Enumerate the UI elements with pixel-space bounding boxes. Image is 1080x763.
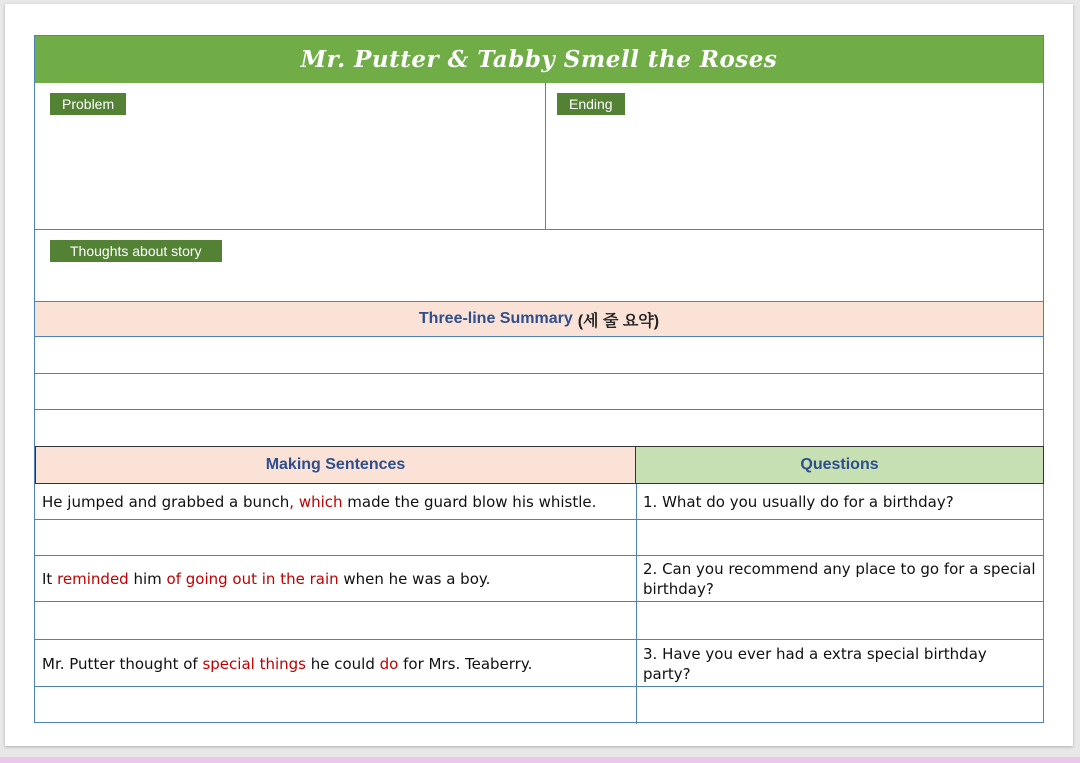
question-3: 3. Have you ever had a extra special birthday party? <box>643 645 987 683</box>
table-row-rule <box>35 519 1043 520</box>
sentence-2 <box>42 569 490 589</box>
summary-line-3-top <box>35 409 1043 410</box>
worksheet-title: Mr. Putter & Tabby Smell the Roses <box>35 36 1043 83</box>
making-sentences-header: Making Sentences <box>35 446 636 484</box>
question-2: 2. Can you recommend any place to go for a special birthday? <box>643 560 1036 598</box>
sentence-3 <box>42 654 532 674</box>
question-1: 1. What do you usually do for a birthday? <box>643 493 954 511</box>
sentence-3-text: Mr. Putter thought of <box>42 655 203 673</box>
summary-label: Three-line Summary <box>418 310 573 327</box>
questions-header: Questions <box>636 446 1044 484</box>
thoughts-tag: Thoughts about story <box>50 240 222 262</box>
sentence-1-text: made the guard blow his whistle. <box>342 493 597 511</box>
problem-tag: Problem <box>50 93 126 115</box>
sentence-1-highlight: , which <box>289 493 343 511</box>
table-row-rule <box>35 686 1043 687</box>
sentence-3-highlight: special things <box>202 655 306 673</box>
sentence-2-highlight: reminded <box>57 570 129 588</box>
ending-tag: Ending <box>557 93 625 115</box>
sentence-1-text: He jumped and grabbed a bunch <box>42 493 290 511</box>
sentence-2-highlight: of going out in the rain <box>166 570 339 588</box>
sentence-1 <box>42 492 596 512</box>
sentence-3-text: he could <box>305 655 380 673</box>
summary-line-2-top <box>35 373 1043 374</box>
summary-line-1-top <box>35 336 1043 337</box>
divider-problem-ending <box>545 83 546 229</box>
worksheet-table <box>34 35 1044 723</box>
sentence-2-text: It <box>42 570 58 588</box>
table-row-rule <box>35 601 1043 602</box>
sentence-2-text: when he was a boy. <box>338 570 491 588</box>
sentence-3-highlight: do <box>379 655 399 673</box>
table-column-divider <box>636 484 637 724</box>
table-row-rule <box>35 555 1043 556</box>
table-row-rule <box>35 639 1043 640</box>
sentence-2-text: him <box>128 570 167 588</box>
summary-header <box>35 302 1043 336</box>
summary-label-korean: (세 줄 요약) <box>577 312 660 330</box>
rule-after-problem <box>35 229 1043 230</box>
sentence-3-text: for Mrs. Teaberry. <box>398 655 533 673</box>
bottom-strip <box>0 757 1080 763</box>
